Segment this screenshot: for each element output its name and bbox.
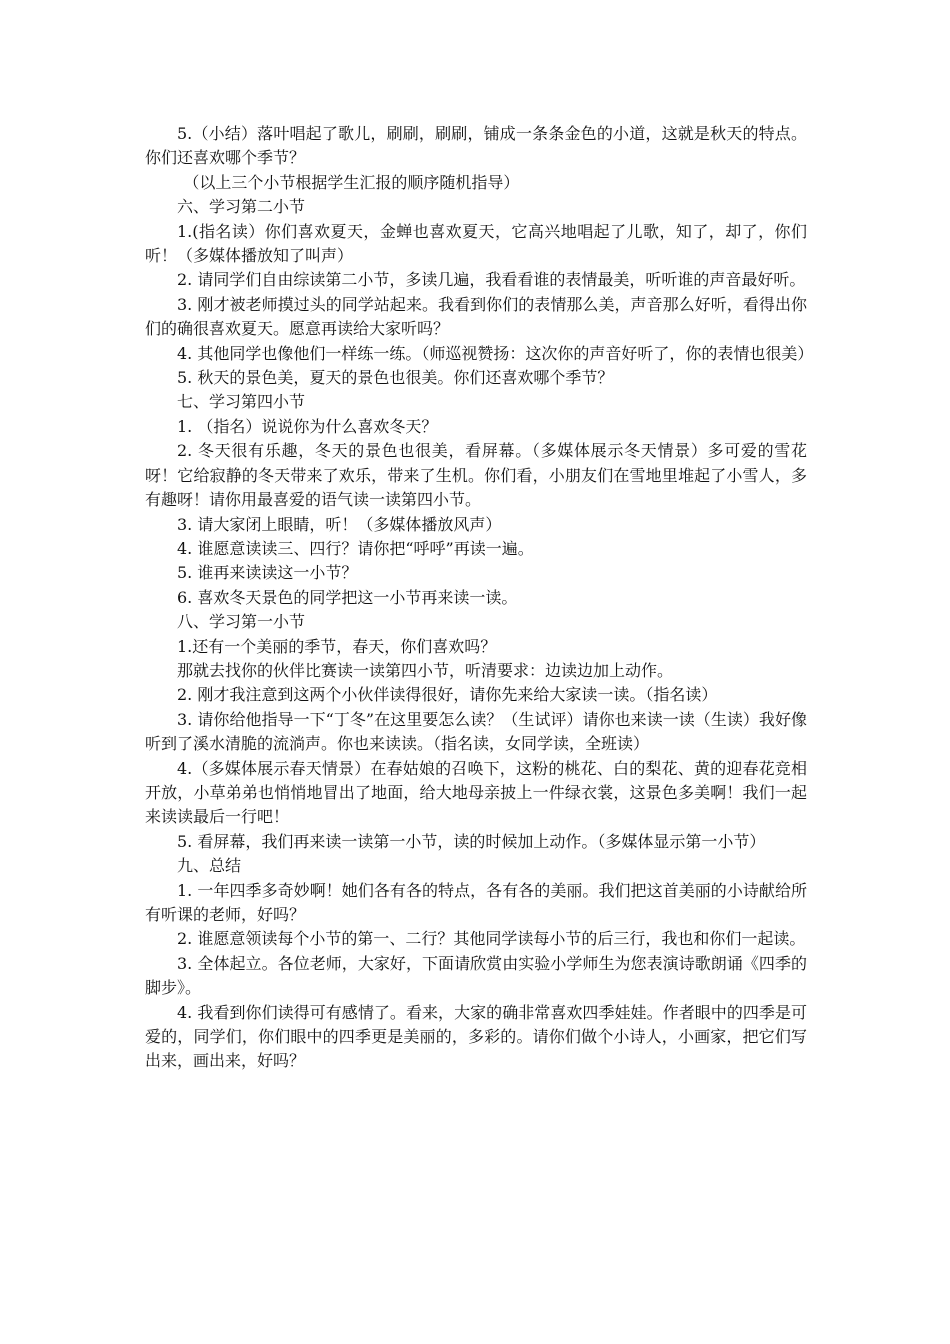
paragraph-summary-autumn: 5.（小结）落叶唱起了歌儿，刷刷，刷刷，铺成一条条金色的小道，这就是秋天的特点。你们还喜欢哪个季节？ [145,124,807,168]
paragraph-9-2: 2. 谁愿意领读每个小节的第一、二行？其他同学读每小节的后三行，我也和你们一起读。 [177,929,806,949]
paragraph-9-1: 1. 一年四季多奇妙啊！她们各有各的特点，各有各的美丽。我们把这首美丽的小诗献给所有听课的老师，好吗？ [145,880,807,924]
section-heading-7: 七、学习第四小节 [177,392,306,412]
paragraph-7-5: 5. 谁再来读读这一小节？ [177,563,358,583]
paragraph-7-1: 1. （指名）说说你为什么喜欢冬天？ [177,416,438,436]
section-heading-6: 六、学习第二小节 [177,197,306,217]
paragraph-8-5: 5. 看屏幕，我们再来读一读第一小节，读的时候加上动作。（多媒体显示第一小节） [177,831,766,851]
paragraph-6-2: 2. 请同学们自由综读第二小节，多读几遍，我看看谁的表情最美，听听谁的声音最好听。 [177,270,806,290]
paragraph-9-3: 3. 全体起立。各位老师，大家好，下面请欣赏由实验小学师生为您表演诗歌朗诵《四季的脚步》。 [145,953,807,998]
paragraph-8-1b: 那就去找你的伙伴比赛读一读第四小节，听清要求：边读边加上动作。 [177,660,674,680]
paragraph-8-4: 4.（多媒体展示春天情景）在春姑娘的召唤下，这粉的桃花、白的梨花、黄的迎春花竞相开放，小草弟弟也悄悄地冒出了地面，给大地母亲披上一件绿衣裳，这景色多美啊！我们一起来读读最后一行吧！ [145,758,807,827]
paragraph-9-4: 4. 我看到你们读得可有感情了。看来，大家的确非常喜欢四季娃娃。作者眼中的四季是可爱的，同学们，你们眼中的四季更是美丽的，多彩的。请你们做个小诗人，小画家，把它们写出来，画出来，好吗？ [145,1002,807,1071]
document-page [145,122,814,1074]
paragraph-7-4: 4. 谁愿意读读三、四行？请你把“呼呼”再读一遍。 [177,538,534,558]
paragraph-7-2: 2. 冬天很有乐趣，冬天的景色也很美，看屏幕。（多媒体展示冬天情景）多可爱的雪花呀！它给寂静的冬天带来了欢乐，带来了生机。你们看，小朋友们在雪地里堆起了小雪人，多有趣呀！请你用最喜爱的语气读一读第四小节。 [145,441,807,510]
section-heading-9: 九、总结 [177,856,242,876]
paragraph-8-1: 1.还有一个美丽的季节，春天，你们喜欢吗？ [177,636,497,656]
paragraph-8-2: 2. 刚才我注意到这两个小伙伴读得很好，请你先来给大家读一读。（指名读） [177,685,718,705]
section-heading-8: 八、学习第一小节 [177,612,306,632]
paragraph-8-3: 3. 请你给他指导一下“丁冬”在这里要怎么读？（生试评）请你也来读一读（生读）我好像听到了溪水清脆的流淌声。你也来读读。（指名读，女同学读，全班读） [145,709,807,754]
paragraph-7-3: 3. 请大家闭上眼睛，听！（多媒体播放风声） [177,514,502,534]
paragraph-guidance-note: （以上三个小节根据学生汇报的顺序随机指导） [183,172,520,192]
paragraph-6-4: 4. 其他同学也像他们一样练一练。（师巡视赞扬：这次你的声音好听了，你的表情也很美） [177,343,814,363]
paragraph-7-6: 6. 喜欢冬天景色的同学把这一小节再来读一读。 [177,587,518,607]
paragraph-6-3: 3. 刚才被老师摸过头的同学站起来。我看到你们的表情那么美，声音那么好听，看得出你们的确很喜欢夏天。愿意再读给大家听吗？ [145,294,807,339]
paragraph-6-5: 5. 秋天的景色美，夏天的景色也很美。你们还喜欢哪个季节？ [177,368,614,388]
paragraph-6-1: 1.(指名读）你们喜欢夏天，金蝉也喜欢夏天，它高兴地唱起了儿歌，知了，却了，你们听！（多媒体播放知了叫声） [145,221,807,266]
